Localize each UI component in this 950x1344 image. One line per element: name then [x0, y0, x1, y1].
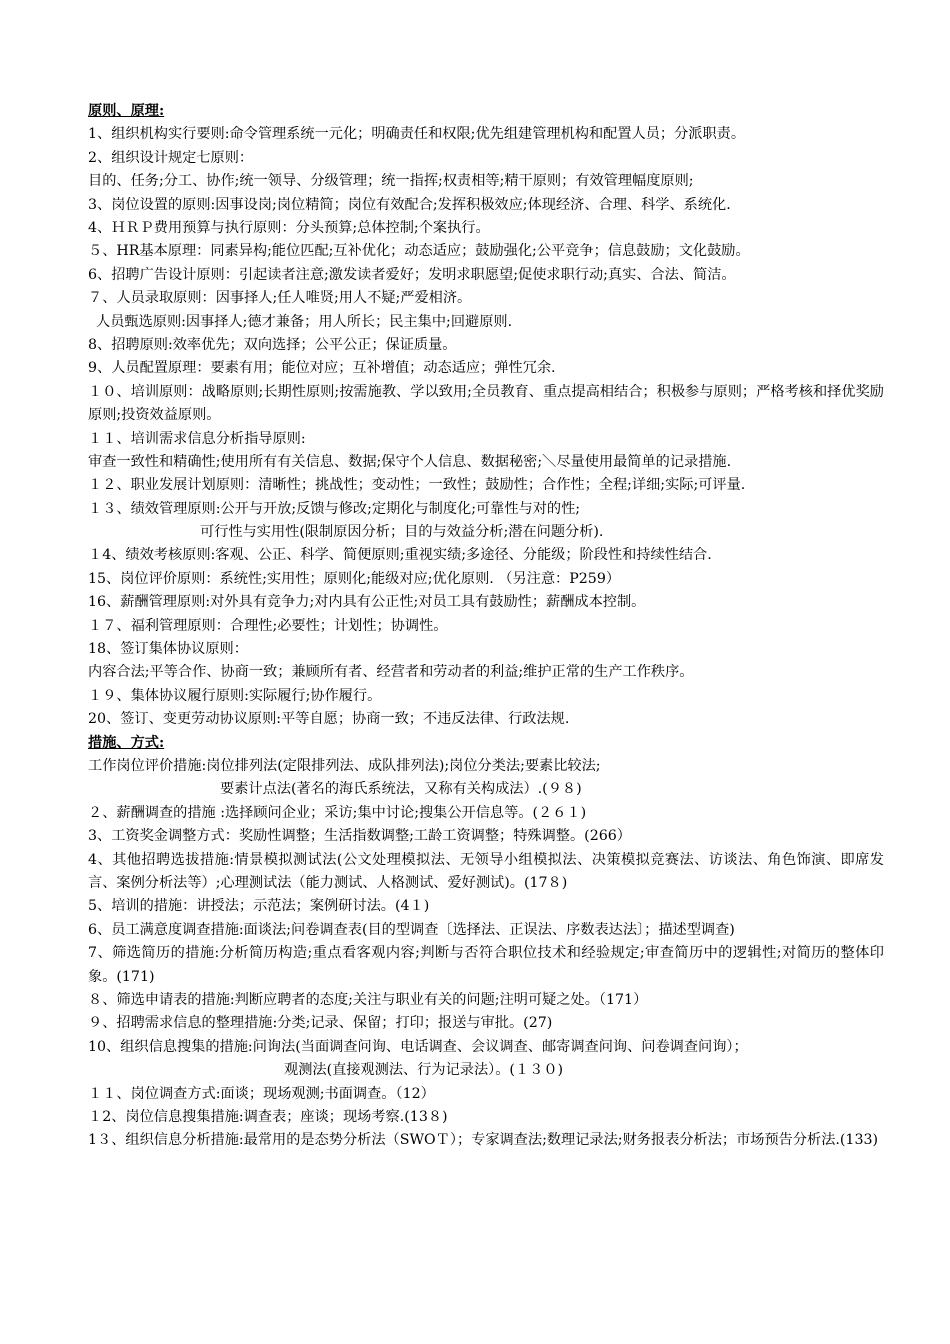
text-line: １９、集体协议履行原则:实际履行;协作履行。 — [88, 687, 382, 704]
document-page — [88, 100, 884, 1153]
text-line: 4、其他招聘选拔措施:情景模拟测试法(公文处理模拟法、无领导小组模拟法、决策模拟竞赛法、访谈法、角色饰演、即席发言、案例分析法等）;心理测试法（能力测试、人格测试、爱好测试)。(17８) — [88, 851, 884, 891]
text-line: 可行性与实用性(限制原因分析；目的与效益分析;潜在问题分析). — [200, 524, 604, 541]
text-line: 10、组织信息搜集的措施:问询法(当面调查问询、电话调查、会议调查、邮寄调查问询、问卷调查问询）； — [88, 1038, 748, 1055]
text-line: 6、员工满意度调查措施:面谈法;问卷调查表(目的型调查〔选择法、正误法、序数表达法〕；描述型调查) — [88, 921, 735, 938]
text-line: 内容合法;平等合作、协商一致；兼顾所有者、经营者和劳动者的利益;维护正常的生产工作秩序。 — [88, 664, 694, 681]
text-line: 要素计点法(著名的海氏系统法，又称有关构成法）.(９８) — [220, 781, 582, 798]
text-line: 审查一致性和精确性;使用所有有关信息、数据;保守个人信息、数据秘密;＼尽量使用最简单的记录措施. — [88, 453, 732, 470]
text-line: ５、HR基本原理：同素异构;能位匹配;互补优化；动态适应；鼓励强化;公平竞争；信息鼓励；文化鼓励。 — [88, 243, 750, 260]
text-line: 1３、组织信息分析措施:最常用的是态势分析法（SWOＴ）；专家调查法;数理记录法;财务报表分析法；市场预告分析法.(133) — [88, 1132, 879, 1149]
text-line: １７、福利管理原则：合理性;必要性；计划性；协调性。 — [88, 617, 448, 634]
text-line: 工作岗位评价措施:岗位排列法(定限排列法、成队排列法);岗位分类法;要素比较法; — [88, 757, 601, 774]
text-line: １０、培训原则：战略原则;长期性原则;按需施教、学以致用;全员教育、重点提高相结合；积极参与原则；严格考核和择优奖励原则;投资效益原则。 — [88, 383, 884, 424]
text-line: 1、组织机构实行要则:命令管理系统一元化；明确责任和权限;优先组建管理机构和配置人员；分派职责。 — [88, 126, 746, 143]
section-heading: 原则、原理: — [88, 103, 165, 119]
text-line: 6、招聘广告设计原则：引起读者注意;激发读者爱好；发明求职愿望;促使求职行动;真实、合法、简洁。 — [88, 266, 736, 283]
text-line: 2、组织设计规定七原则： — [88, 149, 254, 166]
text-line: 5、培训的措施：讲授法；示范法；案例研讨法。(4１) — [88, 898, 430, 915]
text-line: 20、签订、变更劳动协议原则:平等自愿；协商一致；不违反法律、行政法规. — [88, 711, 570, 728]
text-line: 目的、任务;分工、协作;统一领导、分级管理；统一指挥;权责相等;精干原则；有效管理幅度原则; — [88, 173, 694, 190]
section-heading: 措施、方式: — [88, 734, 165, 751]
text-line: １２、职业发展计划原则：清晰性；挑战性；变动性；一致性；鼓励性；合作性；全程;详细;实际;可评量. — [88, 477, 746, 494]
text-line: 8、招聘原则:效率优先；双向选择；公平公正；保证质量。 — [88, 336, 457, 353]
text-line: 3、岗位设置的原则:因事设岗;岗位精简；岗位有效配合;发挥积极效应;体现经济、合理、科学、系统化. — [88, 196, 731, 213]
text-line: １１、培训需求信息分析指导原则: — [88, 430, 306, 447]
text-line: ９、招聘需求信息的整理措施:分类;记录、保留；打印；报送与审批。(27) — [88, 1015, 553, 1032]
text-line: １１、岗位调查方式:面谈；现场观测;书面调查。（12） — [88, 1085, 435, 1102]
text-line: 4、ＨＲＰ费用预算与执行原则：分头预算;总体控制;个案执行。 — [88, 219, 490, 236]
text-line: 3、工资奖金调整方式：奖励性调整；生活指数调整;工龄工资调整；特殊调整。(266） — [88, 828, 631, 845]
text-line: 人员甄选原则:因事择人;德才兼备；用人所长；民主集中;回避原则. — [96, 313, 513, 330]
text-line: １３、绩效管理原则:公开与开放;反馈与修改;定期化与制度化;可靠性与对的性; — [88, 500, 581, 517]
text-line: 观测法(直接观测法、行为记录法）。(１３０) — [284, 1062, 564, 1079]
text-line: ８、筛选申请表的措施:判断应聘者的态度;关注与职业有关的问题;注明可疑之处。（171） — [88, 991, 648, 1008]
text-line: ７、人员录取原则：因事择人;任人唯贤;用人不疑;严爱相济。 — [88, 290, 472, 307]
text-line: １2、岗位信息搜集措施:调查表；座谈；现场考察.(13８) — [88, 1108, 448, 1125]
text-line: ２、薪酬调查的措施 :选择顾问企业；采访;集中讨论;搜集公开信息等。(２６１) — [88, 804, 587, 821]
text-line: 16、薪酬管理原则:对外具有竞争力;对内具有公正性;对员工具有鼓励性；薪酬成本控制。 — [88, 594, 646, 611]
text-line: 15、岗位评价原则：系统性;实用性；原则化;能级对应;优化原则. （另注意：P259） — [88, 570, 621, 587]
text-line: 7、筛选简历的措施:分析简历构造;重点看客观内容;判断与否符合职位技术和经验规定;审查简历中的逻辑性;对简历的整体印象。(171) — [88, 945, 884, 985]
text-line: 9、人员配置原理：要素有用；能位对应；互补增值；动态适应；弹性冗余. — [88, 360, 556, 377]
text-line: １4、绩效考核原则:客观、公正、科学、简便原则;重视实绩;多途径、分能级；阶段性和持续性结合. — [88, 547, 712, 564]
text-line: 18、签订集体协议原则： — [88, 641, 248, 658]
